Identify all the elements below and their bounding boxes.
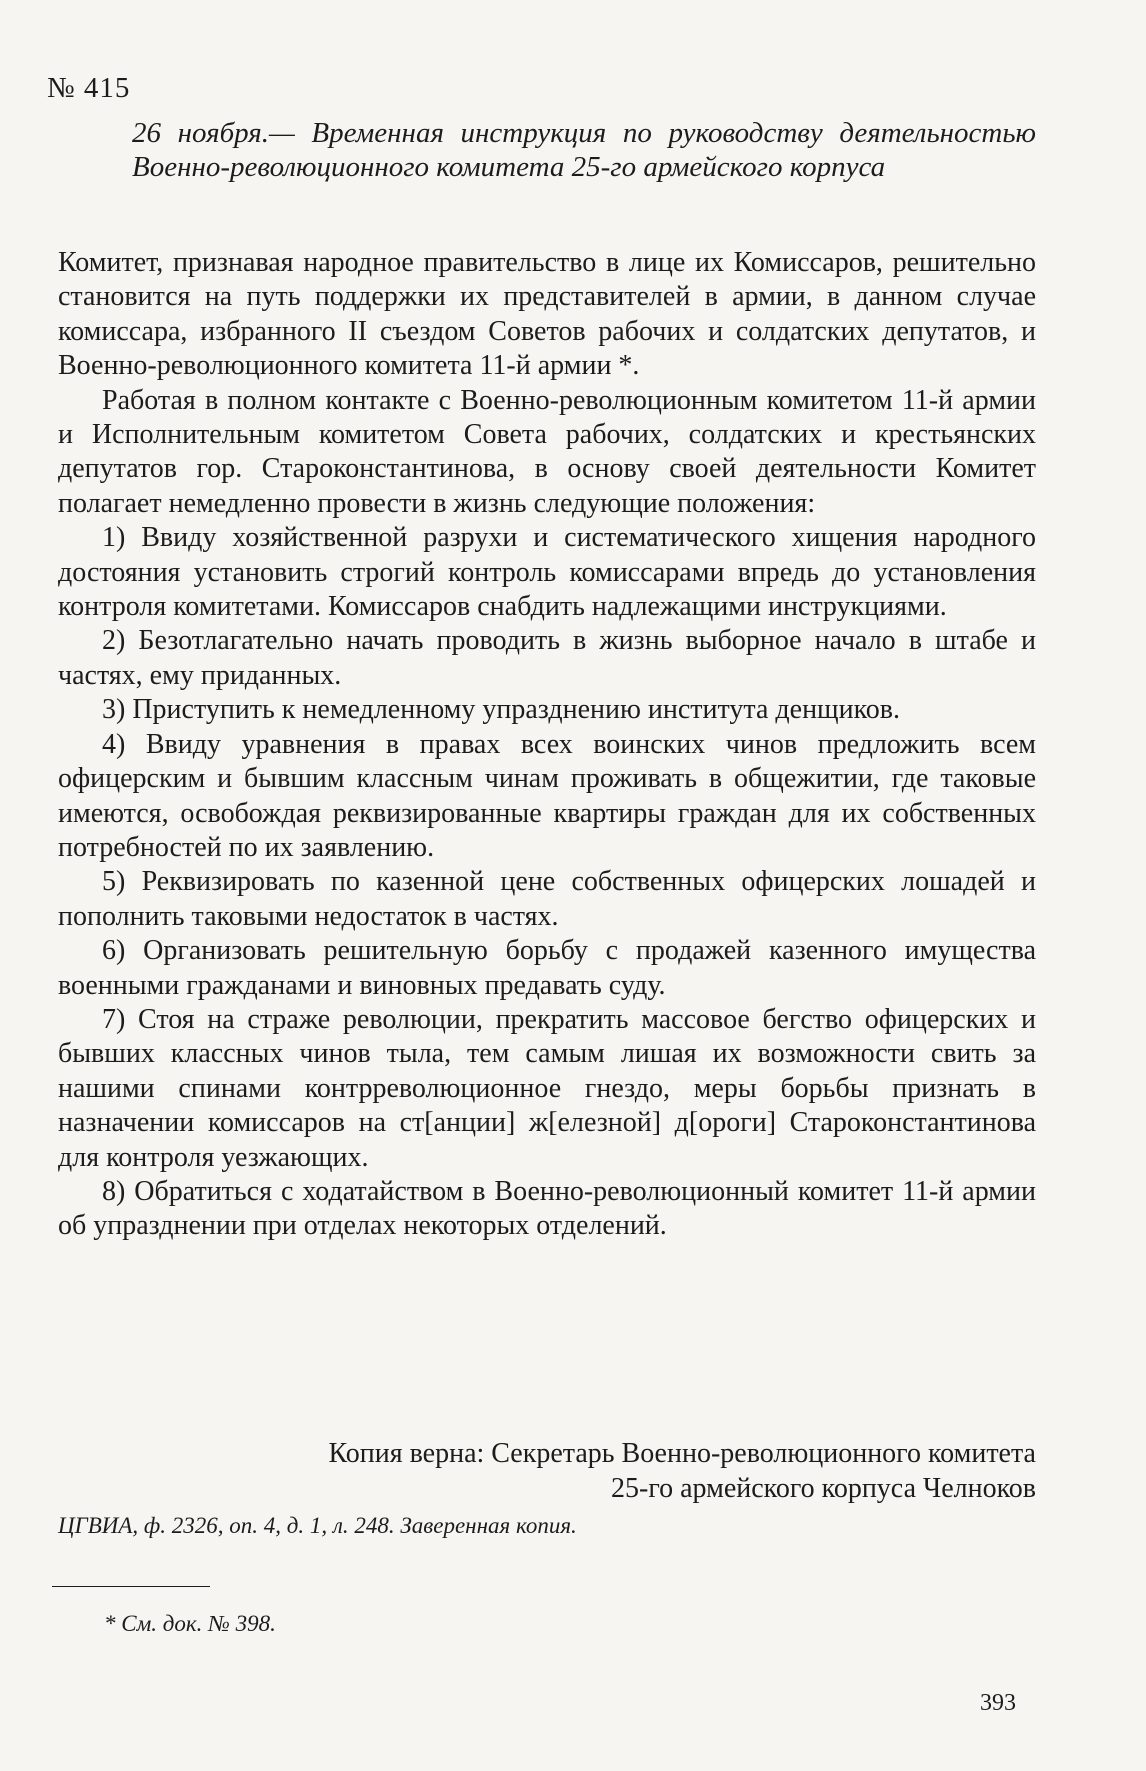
document-heading: 26 ноября.— Временная инструкция по руководству деятельностью Военно-революционного комитета 25-го армейского корпуса <box>132 117 1036 183</box>
list-item: 2) Безотлагательно начать проводить в жизнь выборное начало в штабе и частях, ему приданных. <box>58 625 1036 691</box>
archive-reference: ЦГВИА, ф. 2326, оп. 4, д. 1, л. 248. Заверенная копия. <box>58 1513 577 1538</box>
document-number: № 415 <box>47 72 131 104</box>
list-item: 3) Приступить к немедленному упразднению института денщиков. <box>102 694 900 726</box>
list-item: 4) Ввиду уравнения в правах всех воинских чинов предложить всем офицерским и бывшим классным чинам проживать в общежитии, где таковые имеются, освобождая реквизированные квартиры граждан для их собственных потребностей по их заявлению. <box>58 728 1036 863</box>
list-item: 8) Обратиться с ходатайством в Военно-революционный комитет 11-й армии об упразднении при отделах некоторых отделений. <box>58 1175 1036 1242</box>
footnote: * См. док. № 398. <box>104 1611 276 1636</box>
signature-line-2: 25-го армейского корпуса Челноков <box>611 1473 1036 1504</box>
list-item: 6) Организовать решительную борьбу с продажей казенного имущества военными гражданами и виновных предавать суду. <box>58 935 1036 1001</box>
list-item: 5) Реквизировать по казенной цене собственных офицерских лошадей и пополнить таковыми недостаток в частях. <box>58 866 1036 932</box>
list-item: 1) Ввиду хозяйственной разрухи и систематического хищения народного достояния установить строгий контроль комиссарами впредь до установления контроля комитетами. Комиссаров снабдить надлежащими инструкциями. <box>58 522 1036 623</box>
page-number: 393 <box>980 1690 1016 1716</box>
document-body <box>58 246 1036 1244</box>
signature-line-1: Копия верна: Секретарь Военно-революционного комитета <box>328 1438 1036 1469</box>
paragraph: Работая в полном контакте с Военно-революционным комитетом 11-й армии и Исполнительным комитетом Совета рабочих, солдатских и крестьянских депутатов гор. Староконстантинова, в основу своей деятельности Комитет полагает немедленно провести в жизнь следующие положения: <box>58 384 1036 519</box>
footnote-divider <box>52 1586 210 1587</box>
list-item: 7) Стоя на страже революции, прекратить массовое бегство офицерских и бывших классных чинов тыла, тем самым лишая их возможности свить за нашими спинами контрреволюционное гнездо, меры борьбы признать в назначении комиссаров на ст[анции] ж[елезной] д[ороги] Староконстантинова для контроля уезжающих. <box>58 1003 1036 1173</box>
paragraph: Комитет, признавая народное правительство в лице их Комиссаров, решительно становится на путь поддержки их представителей в армии, в данном случае комиссара, избранного II съездом Советов рабочих и солдатских депутатов, и Военно-революционного комитета 11-й армии *. <box>58 247 1036 382</box>
